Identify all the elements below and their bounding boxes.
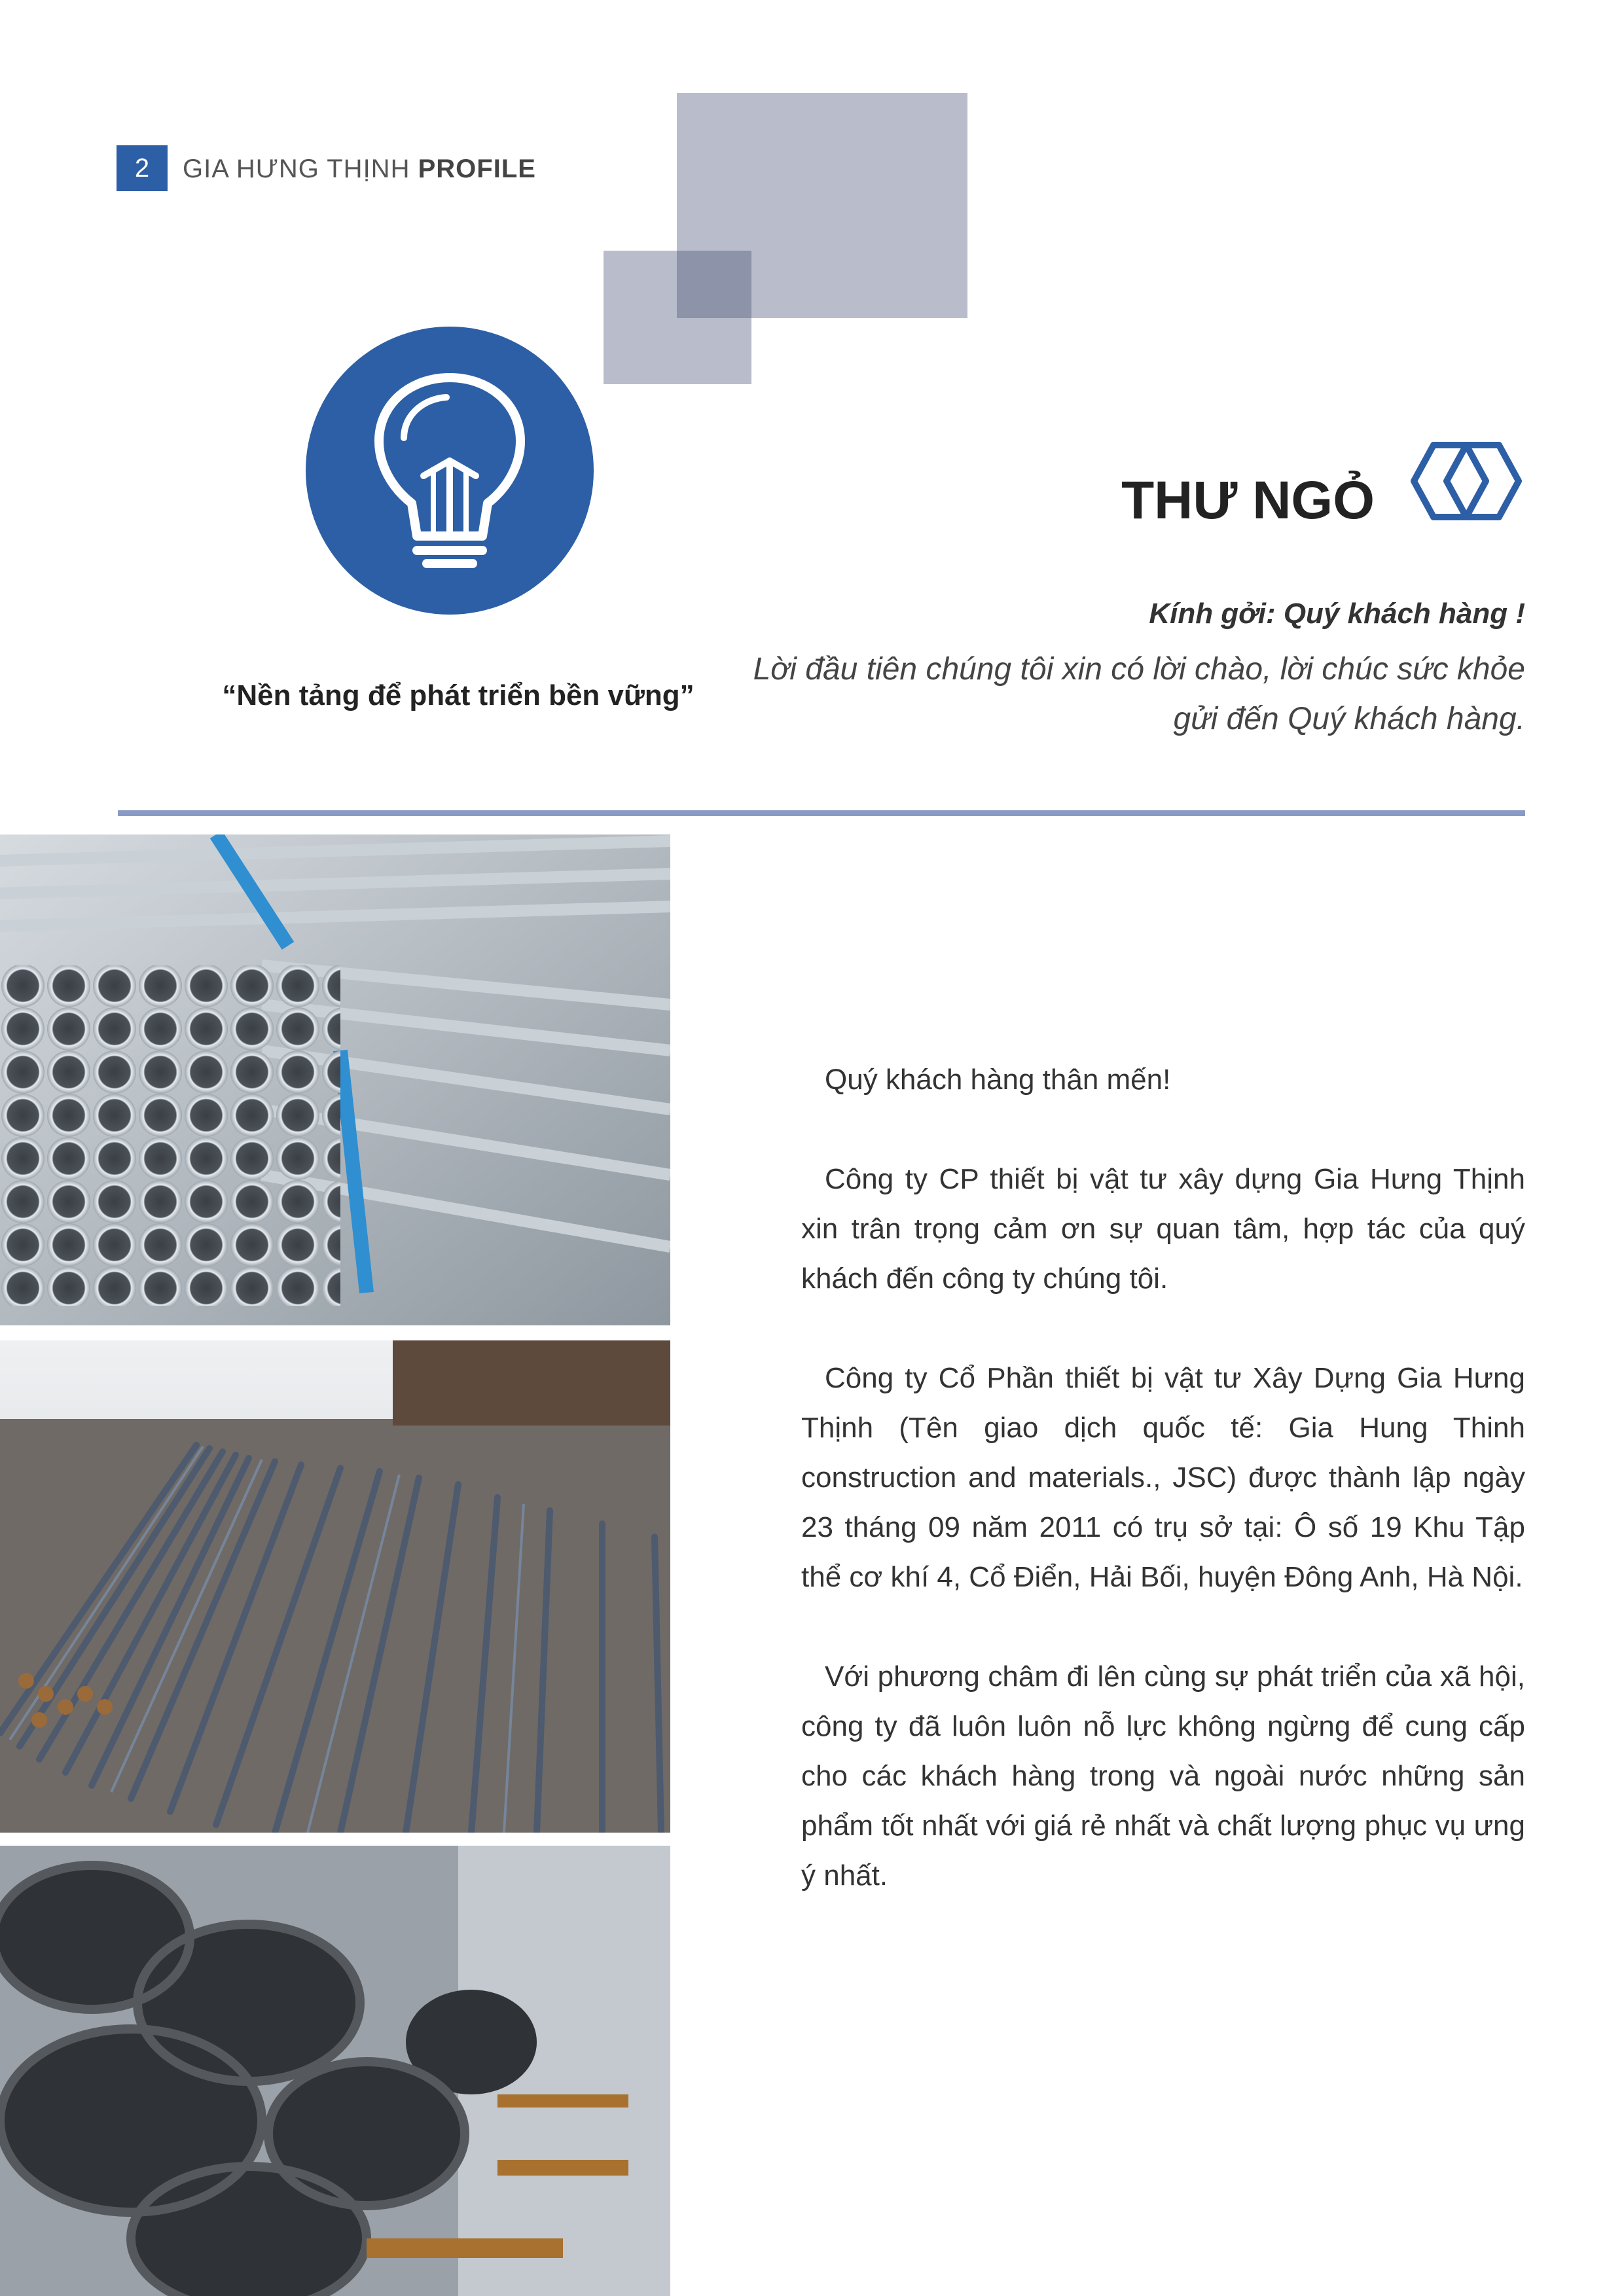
body-text [801, 1055, 1525, 1950]
intro-text: Lời đầu tiên chúng tôi xin có lời chào, lời chúc sức khỏe gửi đến Quý khách hàng. [753, 652, 1525, 736]
salutation: Quý khách hàng thân mến! [825, 1064, 1171, 1096]
page-number: 2 [117, 145, 168, 191]
photo-galvanized-pipes [0, 834, 670, 1325]
brand-suffix: PROFILE [418, 154, 536, 183]
motto: “Nền tảng để phát triển bền vững” [222, 679, 695, 711]
divider-line [118, 810, 1525, 816]
paragraph-company: Công ty Cổ Phần thiết bị vật tư Xây Dựng Gia Hưng Thịnh (Tên giao dịch quốc tế: Gia Hung Thinh construction and materials., JSC) được thành lập ngày 23 tháng 09 năm 2011 có trụ sở tại: Ô số 19 Khu Tập thể cơ khí 4, Cổ Điển, Hải Bối, huyện Đông Anh, Hà Nội. [801, 1362, 1525, 1593]
page-title: THƯ NGỎ [1121, 471, 1375, 530]
greeting: Kính gởi: Quý khách hàng ! [1149, 598, 1525, 630]
paragraph-thanks: Công ty CP thiết bị vật tư xây dựng Gia Hưng Thịnh xin trân trọng cảm ơn sự quan tâm, hợp tác của quý khách đến công ty chúng tôi. [801, 1163, 1525, 1295]
paragraph-motto: Với phương châm đi lên cùng sự phát triển của xã hội, công ty đã luôn luôn nỗ lực không ngừng để cung cấp cho các khách hàng trong và ngoài nước những sản phẩm tốt nhất với giá rẻ nhất và chất lượng phục vụ ưng ý nhất. [801, 1660, 1525, 1892]
bulb-circle [306, 327, 594, 615]
decor-square-overlap [677, 251, 751, 318]
header-brand [183, 154, 536, 184]
hexagon-logo-icon [1407, 432, 1525, 530]
lightbulb-icon [371, 372, 528, 569]
photo-steel-rebar [0, 1340, 670, 1833]
brand-prefix: GIA HƯNG THỊNH [183, 154, 410, 183]
photo-pipe-elbows [0, 1846, 670, 2296]
